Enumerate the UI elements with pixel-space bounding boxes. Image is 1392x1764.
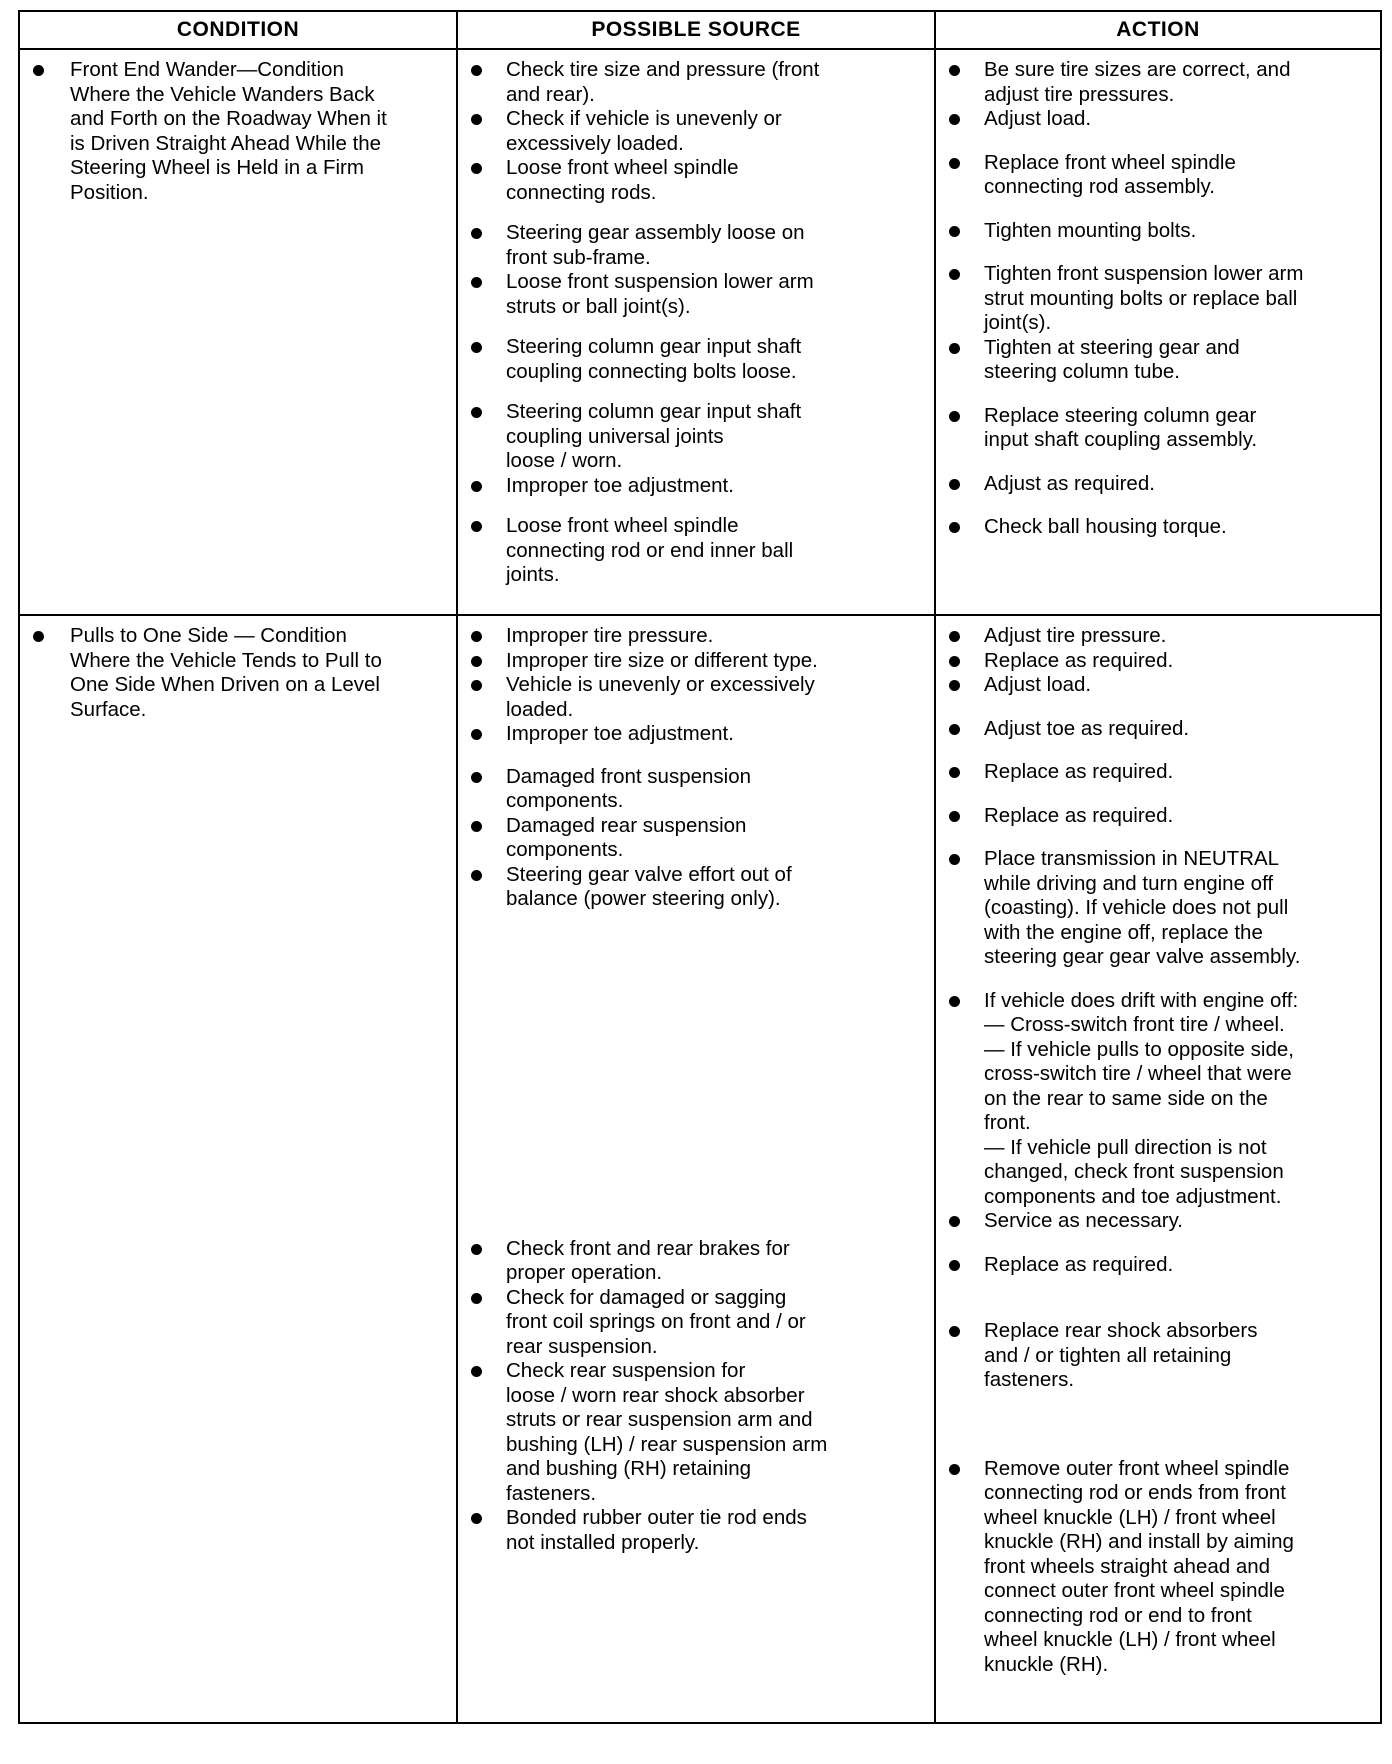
header-action: ACTION (935, 11, 1381, 49)
action-item: Place transmission in NEUTRAL while driving and turn engine off (coasting). If vehicle does not pull with the engine off, replace the steering gear gear valve assembly. (946, 847, 1372, 970)
action-item: Tighten at steering gear and steering column tube. (946, 336, 1372, 385)
table-row (19, 615, 1381, 1723)
source-item: Vehicle is unevenly or excessively loaded. (468, 673, 926, 722)
action-item: If vehicle does drift with engine off: — Cross-switch front tire / wheel. — If vehicle pulls to opposite side, cross-switch tire / wheel that were on the rear to same side on the front. — If vehicle pull direction is not changed, check front suspension components and toe adjustment. (946, 989, 1372, 1210)
condition-cell (19, 49, 457, 615)
source-item: Loose front wheel spindle connecting rods. (468, 156, 926, 205)
action-item: Replace as required. (946, 760, 1372, 785)
action-item: Adjust load. (946, 673, 1372, 698)
action-item: Adjust as required. (946, 472, 1372, 497)
action-item: Replace as required. (946, 804, 1372, 829)
source-item: Damaged rear suspension components. (468, 814, 926, 863)
source-item: Steering column gear input shaft coupling connecting bolts loose. (468, 335, 926, 384)
action-item: Replace steering column gear input shaft coupling assembly. (946, 404, 1372, 453)
condition-text: Pulls to One Side — Condition Where the Vehicle Tends to Pull to One Side When Driven on a Level Surface. (30, 624, 448, 722)
source-item: Steering column gear input shaft coupling universal joints loose / worn. (468, 400, 926, 474)
source-item: Improper toe adjustment. (468, 474, 926, 499)
header-possible-source: POSSIBLE SOURCE (457, 11, 935, 49)
table-row (19, 49, 1381, 615)
diagnosis-table (18, 10, 1382, 1724)
action-item: Adjust tire pressure. (946, 624, 1372, 649)
source-cell (457, 615, 935, 1723)
action-item: Tighten front suspension lower arm strut mounting bolts or replace ball joint(s). (946, 262, 1372, 336)
source-item: Improper toe adjustment. (468, 722, 926, 747)
source-item: Steering gear valve effort out of balance (power steering only). (468, 863, 926, 912)
source-item: Check rear suspension for loose / worn rear shock absorber struts or rear suspension arm and bushing (LH) / rear suspension arm and bushing (RH) retaining fasteners. (468, 1359, 926, 1506)
source-item: Check front and rear brakes for proper operation. (468, 1237, 926, 1286)
action-item: Replace rear shock absorbers and / or tighten all retaining fasteners. (946, 1319, 1372, 1393)
action-cell (935, 615, 1381, 1723)
source-item: Damaged front suspension components. (468, 765, 926, 814)
action-item: Replace front wheel spindle connecting rod assembly. (946, 151, 1372, 200)
action-item: Adjust toe as required. (946, 717, 1372, 742)
action-cell (935, 49, 1381, 615)
condition-cell (19, 615, 457, 1723)
action-item: Service as necessary. (946, 1209, 1372, 1234)
action-item: Remove outer front wheel spindle connecting rod or ends from front wheel knuckle (LH) / front wheel knuckle (RH) and install by aiming front wheels straight ahead and connect outer front wheel spindle connecting rod or end to front wheel knuckle (LH) / front wheel knuckle (RH). (946, 1457, 1372, 1678)
source-item: Improper tire size or different type. (468, 649, 926, 674)
source-item: Loose front wheel spindle connecting rod or end inner ball joints. (468, 514, 926, 588)
source-item: Check for damaged or sagging front coil springs on front and / or rear suspension. (468, 1286, 926, 1360)
source-item: Check if vehicle is unevenly or excessively loaded. (468, 107, 926, 156)
action-item: Replace as required. (946, 649, 1372, 674)
source-item: Steering gear assembly loose on front sub-frame. (468, 221, 926, 270)
action-item: Tighten mounting bolts. (946, 219, 1372, 244)
header-condition: CONDITION (19, 11, 457, 49)
action-item: Replace as required. (946, 1253, 1372, 1278)
source-item: Check tire size and pressure (front and rear). (468, 58, 926, 107)
header-row (19, 11, 1381, 49)
source-item: Loose front suspension lower arm struts or ball joint(s). (468, 270, 926, 319)
source-cell (457, 49, 935, 615)
action-item: Be sure tire sizes are correct, and adjust tire pressures. (946, 58, 1372, 107)
source-item: Bonded rubber outer tie rod ends not installed properly. (468, 1506, 926, 1555)
source-item: Improper tire pressure. (468, 624, 926, 649)
action-item: Check ball housing torque. (946, 515, 1372, 540)
condition-text: Front End Wander—Condition Where the Vehicle Wanders Back and Forth on the Roadway When it is Driven Straight Ahead While the Steering Wheel is Held in a Firm Position. (30, 58, 448, 205)
action-item: Adjust load. (946, 107, 1372, 132)
